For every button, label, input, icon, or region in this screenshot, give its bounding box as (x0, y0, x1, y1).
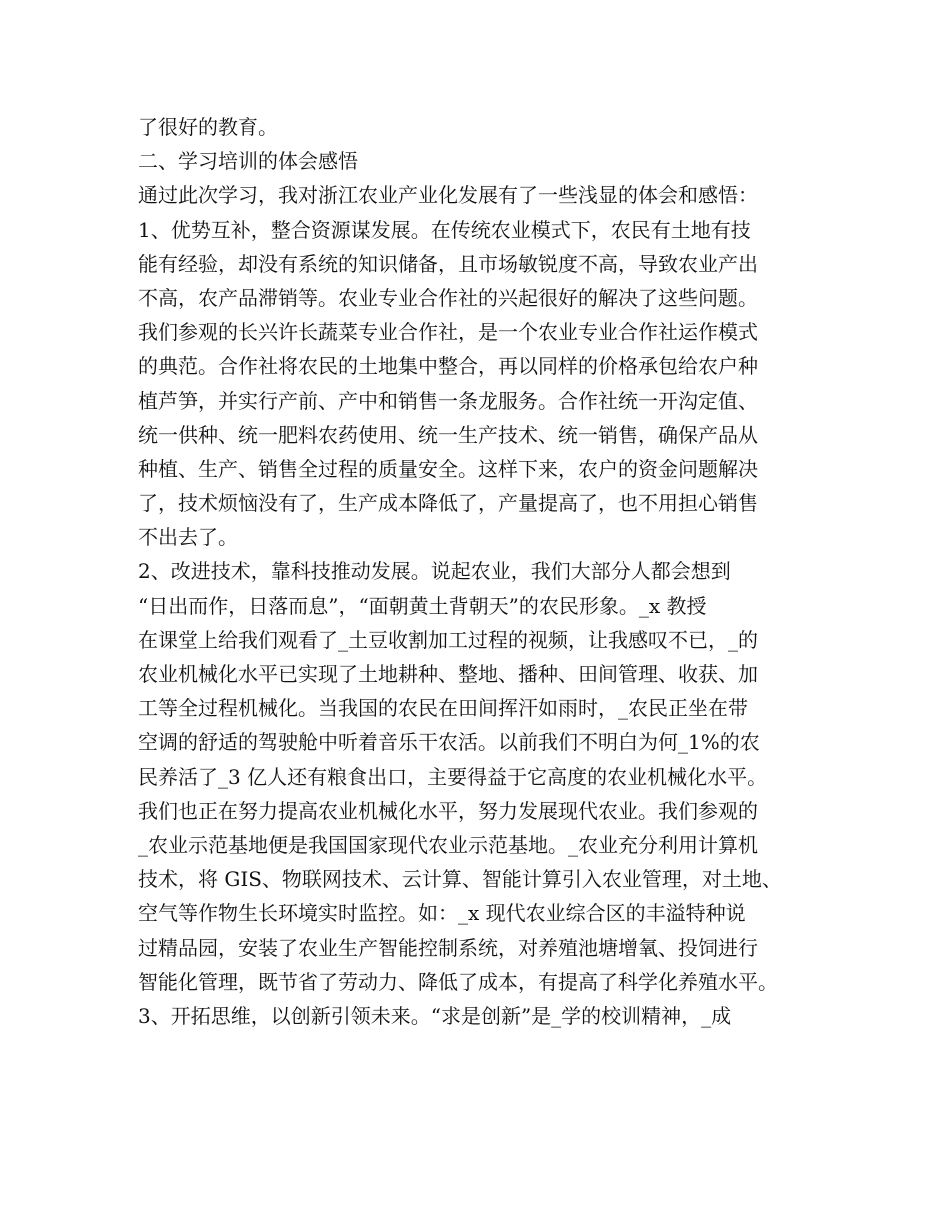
text-line: 统一供种、统一肥料农药使用、统一生产技术、统一销售，确保产品从 (138, 422, 758, 447)
document-body (138, 110, 838, 1033)
text-line: 民养活了_3 亿人还有粮食出口，主要得益于它高度的农业机械化水平。 (138, 764, 768, 789)
text-line: 2、改进技术，靠科技推动发展。说起农业，我们大部分人都会想到 (138, 559, 731, 584)
text-line: 技术，将 GIS、物联网技术、云计算、智能计算引入农业管理，对土地、 (138, 867, 782, 892)
text-line: 工等全过程机械化。当我国的农民在田间挥汗如雨时，_农民正坐在带 (138, 696, 748, 721)
text-line: 了很好的教育。 (138, 115, 278, 139)
text-line: 过精品园，安装了农业生产智能控制系统，对养殖池塘增氧、投饲进行 (138, 935, 758, 960)
text-line: 植芦笋，并实行产前、产中和销售一条龙服务。合作社统一开沟定值、 (138, 388, 758, 413)
text-line: 1、优势互补，整合资源谋发展。在传统农业模式下，农民有土地有技 (138, 217, 751, 242)
text-line: 能有经验，却没有系统的知识储备，且市场敏锐度不高，导致农业产出 (138, 251, 758, 276)
text-line: 的典范。合作社将农民的土地集中整合，再以同样的价格承包给农户种 (138, 354, 758, 379)
text-line: 3、开拓思维，以创新引领未来。“求是创新”是_学的校训精神，_成 (138, 1003, 732, 1028)
text-line: 通过此次学习，我对浙江农业产业化发展有了一些浅显的体会和感悟： (138, 183, 758, 208)
text-line: 空气等作物生长环境实时监控。如：_x 现代农业综合区的丰溢特种说 (138, 901, 746, 926)
text-line: “日出而作，日落而息”，“面朝黄土背朝天”的农民形象。_x 教授 (138, 593, 707, 618)
text-line: 种植、生产、销售全过程的质量安全。这样下来，农户的资金问题解决 (138, 456, 758, 481)
text-line: 农业机械化水平已实现了土地耕种、整地、播种、田间管理、收获、加 (138, 662, 758, 686)
text-line: 了，技术烦恼没有了，生产成本降低了，产量提高了，也不用担心销售 (138, 491, 758, 516)
text-line: 空调的舒适的驾驶舱中听着音乐干农活。以前我们不明白为何_1%的农 (138, 730, 760, 755)
text-line: _农业示范基地便是我国国家现代农业示范基地。_农业充分利用计算机 (138, 832, 758, 857)
text-line: 我们也正在努力提高农业机械化水平，努力发展现代农业。我们参观的 (138, 798, 758, 823)
text-line: 在课堂上给我们观看了_土豆收割加工过程的视频，让我感叹不已，_的 (138, 627, 758, 652)
text-line: 智能化管理，既节省了劳动力、降低了成本，有提高了科学化养殖水平。 (138, 969, 778, 994)
section-heading: 二、学习培训的体会感悟 (138, 149, 358, 174)
text-line: 不出去了。 (138, 525, 238, 550)
text-line: 不高，农产品滞销等。农业专业合作社的兴起很好的解决了这些问题。 (138, 285, 758, 310)
text-line: 我们参观的长兴许长蔬菜专业合作社，是一个农业专业合作社运作模式 (138, 320, 758, 345)
